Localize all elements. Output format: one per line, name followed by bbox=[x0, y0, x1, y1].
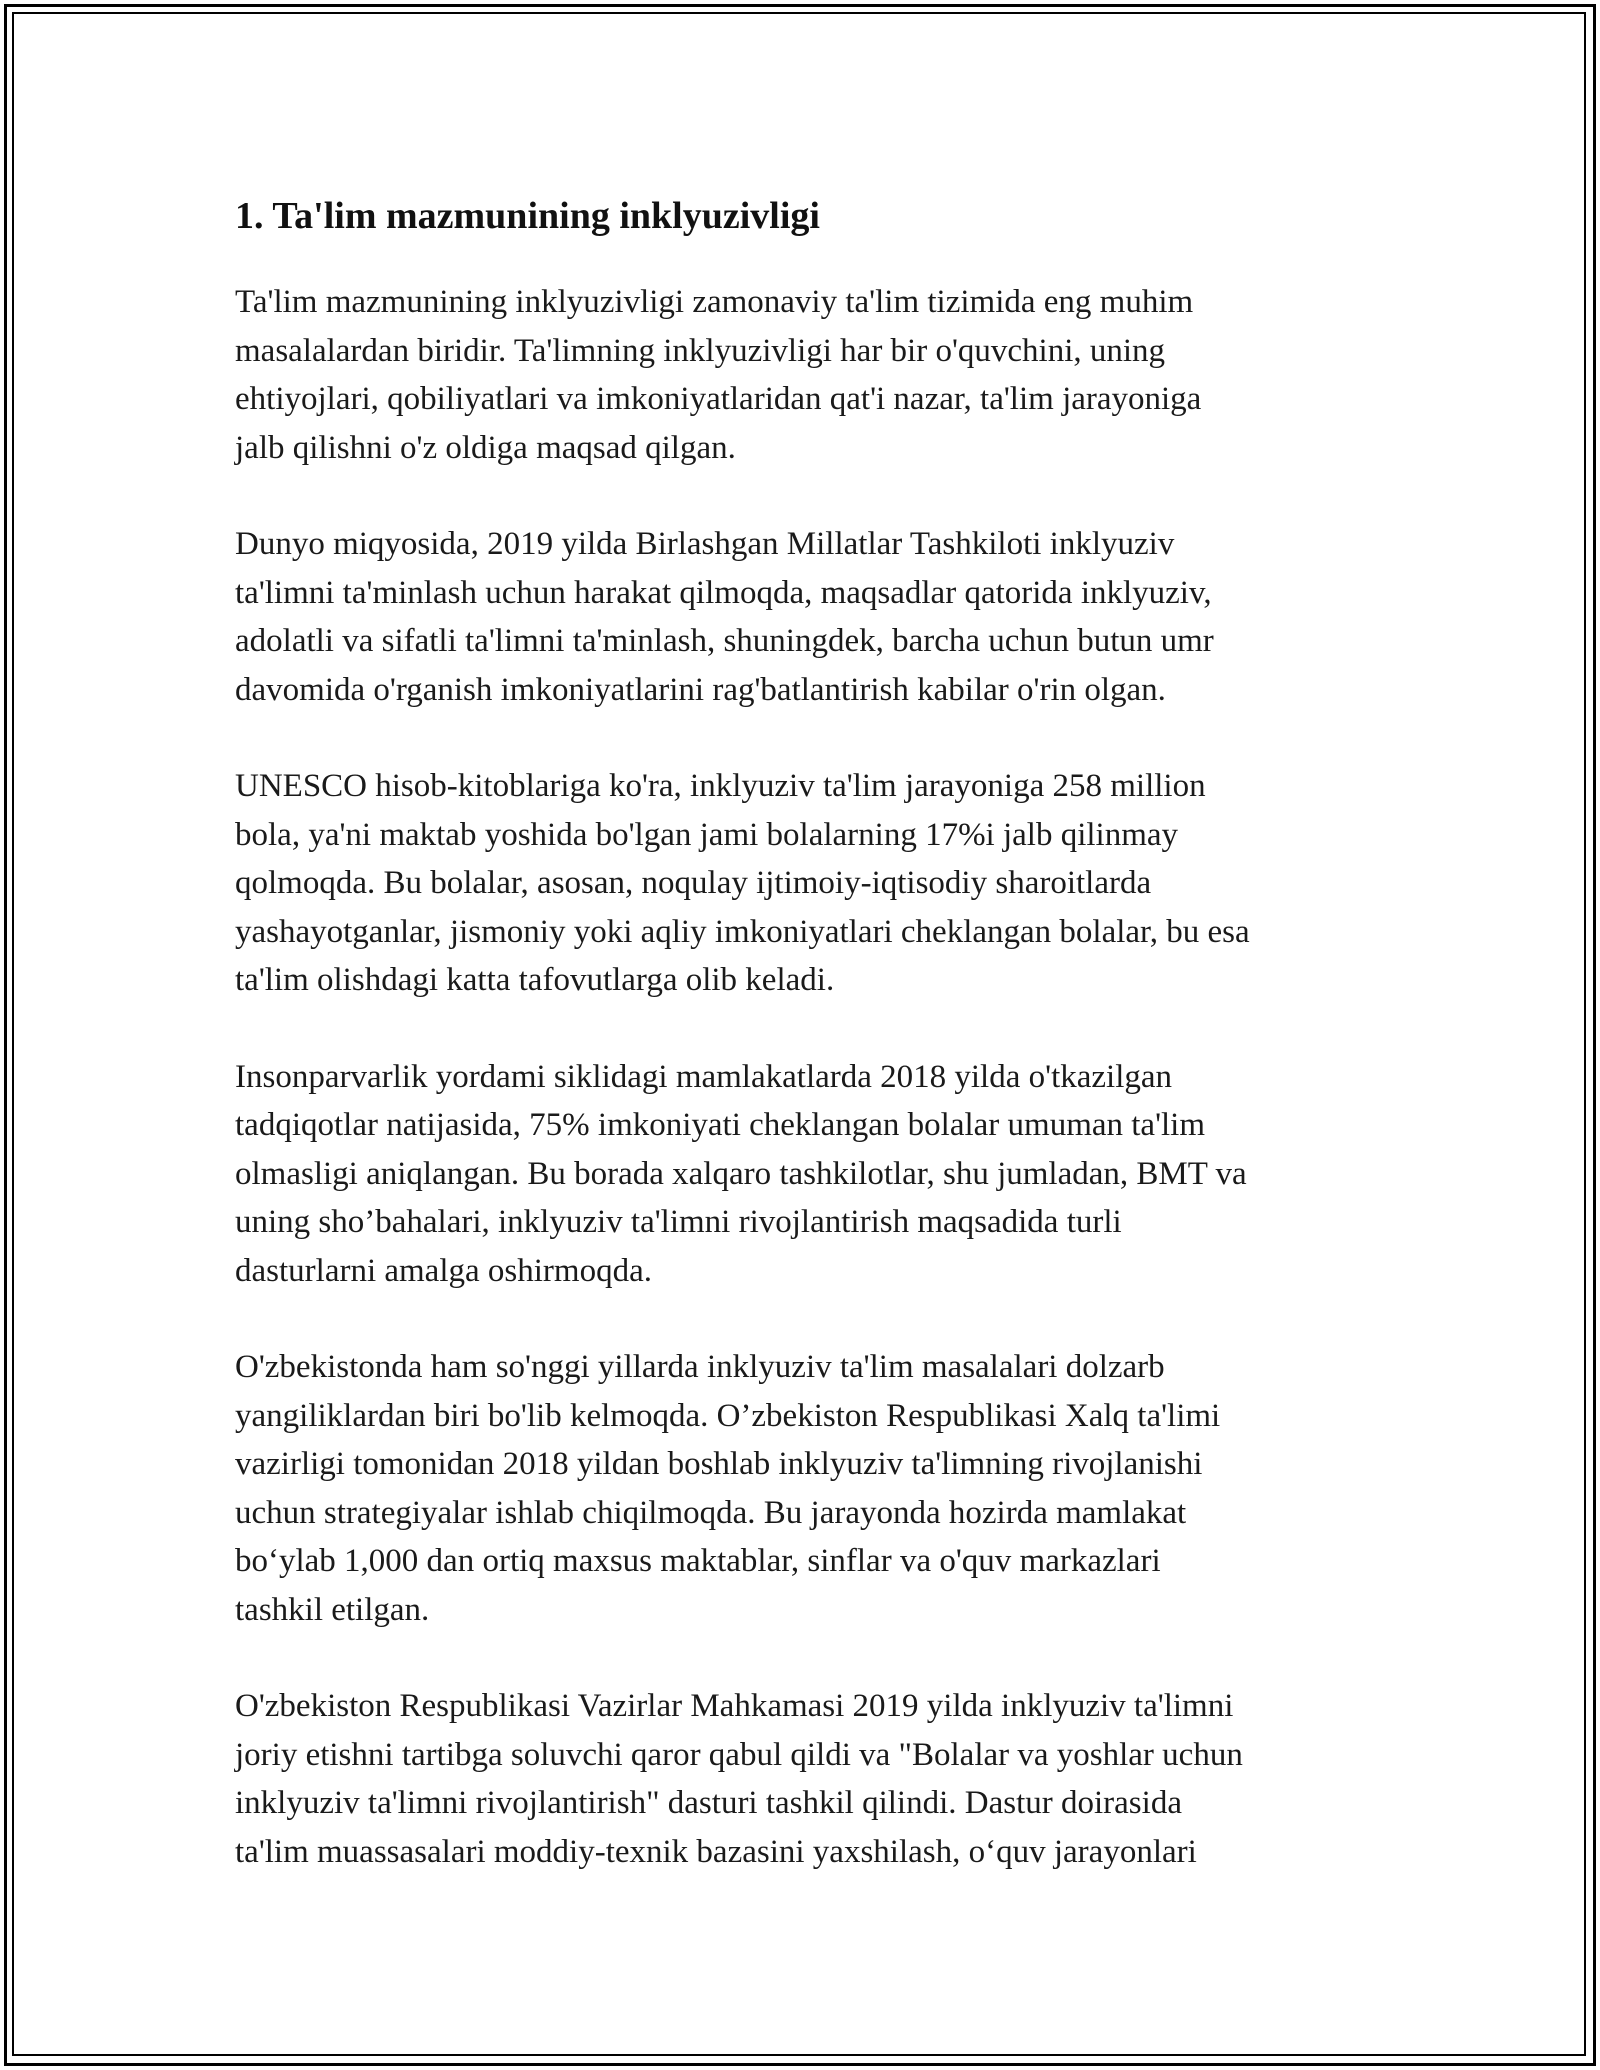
text-line: O'zbekiston Respublikasi Vazirlar Mahkamasi 2019 yilda inklyuziv ta'limni bbox=[235, 1688, 1234, 1724]
paragraph-2 bbox=[235, 520, 1375, 714]
paragraph-6 bbox=[235, 1682, 1375, 1876]
document-body bbox=[235, 186, 1375, 1924]
paragraph-3 bbox=[235, 762, 1375, 1005]
paragraph-5 bbox=[235, 1343, 1375, 1634]
text-line: joriy etishni tartibga soluvchi qaror qabul qildi va "Bolalar va yoshlar uchun bbox=[235, 1736, 1243, 1773]
text-line: yangiliklardan biri bo'lib kelmoqda. O’zbekiston Respublikasi Xalq ta'limi bbox=[235, 1397, 1221, 1434]
text-line: ta'limni ta'minlash uchun harakat qilmoqda, maqsadlar qatorida inklyuziv, bbox=[235, 574, 1212, 611]
text-line: olmasligi aniqlangan. Bu borada xalqaro tashkilotlar, shu jumladan, BMT va bbox=[235, 1155, 1247, 1192]
text-line: O'zbekistonda ham so'nggi yillarda inklyuziv ta'lim masalalari dolzarb bbox=[235, 1349, 1165, 1385]
text-line: dasturlarni amalga oshirmoqda. bbox=[235, 1252, 652, 1289]
text-line: bola, ya'ni maktab yoshida bo'lgan jami bolalarning 17%i jalb qilinmay bbox=[235, 816, 1179, 853]
text-line: bo‘ylab 1,000 dan ortiq maxsus maktablar, sinflar va o'quv markazlari bbox=[235, 1543, 1161, 1579]
text-line: ta'lim muassasalari moddiy-texnik bazasini yaxshilash, o‘quv jarayonlari bbox=[235, 1833, 1197, 1870]
text-line: tadqiqotlar natijasida, 75% imkoniyati cheklangan bolalar umuman ta'lim bbox=[235, 1107, 1206, 1143]
text-line: davomida o'rganish imkoniyatlarini rag'batlantirish kabilar o'rin olgan. bbox=[235, 671, 1166, 708]
text-line: yashayotganlar, jismoniy yoki aqliy imkoniyatlari cheklangan bolalar, bu esa bbox=[235, 913, 1250, 950]
text-line: masalalardan biridir. Ta'limning inklyuzivligi har bir o'quvchini, uning bbox=[235, 332, 1166, 369]
text-line: Insonparvarlik yordami siklidagi mamlakatlarda 2018 yilda o'tkazilgan bbox=[235, 1058, 1173, 1095]
text-line: qolmoqda. Bu bolalar, asosan, noqulay ijtimoiy-iqtisodiy sharoitlarda bbox=[235, 865, 1152, 901]
text-line: vazirligi tomonidan 2018 yildan boshlab inklyuziv ta'limning rivojlanishi bbox=[235, 1446, 1203, 1482]
text-line: uning sho’bahalari, inklyuziv ta'limni rivojlantirish maqsadida turli bbox=[235, 1204, 1122, 1240]
text-line: tashkil etilgan. bbox=[235, 1591, 430, 1628]
text-line: jalb qilishni o'z oldiga maqsad qilgan. bbox=[235, 429, 736, 466]
document-title: 1. Ta'lim mazmunining inklyuzivligi bbox=[235, 195, 820, 237]
text-line: Ta'lim mazmunining inklyuzivligi zamonaviy ta'lim tizimida eng muhim bbox=[235, 284, 1194, 320]
text-line: inklyuziv ta'limni rivojlantirish" dasturi tashkil qilindi. Dastur doirasida bbox=[235, 1785, 1182, 1821]
text-line: UNESCO hisob-kitoblariga ko'ra, inklyuziv ta'lim jarayoniga 258 million bbox=[235, 768, 1206, 804]
text-line: uchun strategiyalar ishlab chiqilmoqda. Bu jarayonda hozirda mamlakat bbox=[235, 1494, 1187, 1531]
text-line: Dunyo miqyosida, 2019 yilda Birlashgan Millatlar Tashkiloti inklyuziv bbox=[235, 526, 1175, 562]
text-line: ta'lim olishdagi katta tafovutlarga olib keladi. bbox=[235, 962, 835, 998]
text-line: adolatli va sifatli ta'limni ta'minlash, shuningdek, barcha uchun butun umr bbox=[235, 623, 1214, 659]
paragraph-1 bbox=[235, 278, 1375, 472]
text-line: ehtiyojlari, qobiliyatlari va imkoniyatlaridan qat'i nazar, ta'lim jarayoniga bbox=[235, 381, 1202, 417]
paragraph-4 bbox=[235, 1053, 1375, 1296]
